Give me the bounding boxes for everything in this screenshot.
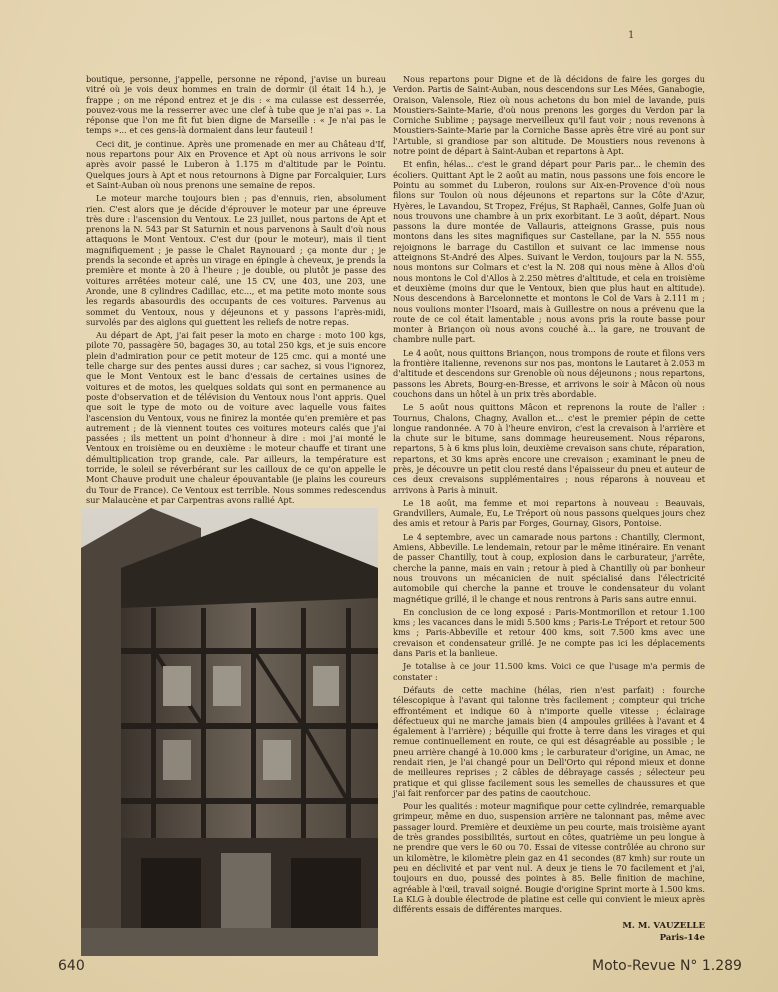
right-column	[393, 74, 705, 944]
right-paragraph: Le 5 août nous quittons Mâcon et reprenons la route de l'aller : Tournus, Chalons, Chagny, Avallon et... c'est le premier pépin de cette longue randonnée. A 70 à l'heure environ, c'est la crevaison à l'arrière et la chute sur le bitume, sans dommage heureusement. Nous réparons, repartons, 5 à 6 kms plus loin, deuxième crevaison sans chute, réparation, repartons, et 30 kms après encore une crevaison ; examinant le pneu de près, je découvre un petit clou resté dans l'épaisseur du pneu et auteur de ces deux crevaisons supplémentaires ; nous réparons à nouveau et arrivons à Paris à minuit.	[393, 402, 705, 495]
left-paragraph: Au départ de Apt, j'ai fait peser la moto en charge : moto 100 kgs, pilote 70, passagère 50, bagages 30, au total 250 kgs, et je suis encore plein d'admiration pour ce petit moteur de 125 cmc. qui a monté une telle charge sur des pentes aussi dures ; car sachez, si vous l'ignorez, que le Mont Ventoux est le banc d'essais de certaines usines de voitures et de motos, les quelques soldats qui sont en permanence au poste d'observation et de télévision du Ventoux nous l'ont appris. Quel que soit le type de moto ou de voiture avec laquelle vous faites l'ascension du Ventoux, vous ne finirez la montée qu'en première et pas autrement ; de là viennent toutes ces voitures moteurs calés que j'ai passées ; ils mettent un point d'honneur à dire : moi j'ai monté le Ventoux en troisième ou en deuxième : le moteur chauffe et tirant une démultiplication trop grande, cale. Par ailleurs, la température est torride, le soleil se réverbérant sur les cailloux de ce qu'on appelle le Mont Chauve produit une chaleur épouvantable (je plains les coureurs du Tour de France). Ce Ventoux est terrible. Nous sommes redescendus sur Malaucène et par Carpentras avons rallié Apt.	[86, 330, 386, 505]
left-paragraph: Le moteur marche toujours bien ; pas d'ennuis, rien, absolument rien. C'est alors que je décide d'éprouver le moteur par une épreuve très dure : l'ascension du Ventoux. Le 23 juillet, nous partons de Apt et prenons la N. 543 par St Saturnin et nous parvenons à Sault d'où nous attaquons le Mont Ventoux. C'est dur (pour le moteur), mais il tient magnifiquement ; je passe le Chalet Raynouard ; ça monte dur ; je prends la seconde et après un virage en épingle à cheveux, je prends la première et monte à 20 à l'heure ; je double, ou plutôt je passe des voitures arrêtées moteur calé, une 15 CV, une 403, une 203, une Aronde, une 8 cylindres Cadillac, etc..., et ma petite moto monte sous les regards abasourdis des occupants de ces voitures. Parvenus au sommet du Ventoux, nous y déjeunons et y passons l'après-midi, survolés par des aiglons qui guettent les reliefs de notre repas.	[86, 193, 386, 327]
magazine-issue: Moto-Revue N° 1.289	[592, 958, 742, 974]
left-paragraph: boutique, personne, j'appelle, personne ne répond, j'avise un bureau vitré où je vois deux hommes en train de dormir (il était 14 h.), je frappe ; on me répond entrez et je dis : « ma culasse est desserrée, pouvez-vous me la resserrer avec une clef à tube que je n'ai pas ». La réponse que l'on me fit fut bien digne de Marseille : « Je n'ai pas le temps »... et ces gens-là dormaient dans leur fauteuil !	[86, 74, 386, 136]
right-paragraph: Le 4 septembre, avec un camarade nous partons : Chantilly, Clermont, Amiens, Abbeville. Le lendemain, retour par le même itinéraire. En venant de passer Chantilly, tout à coup, explosion dans le carburateur, j'arrête, cherche la panne, mais en vain ; retour à pied à Chantilly où par bonheur nous trouvons un mécanicien de nuit spécialisé dans l'électricité automobile qui cherche la panne et trouve le condensateur du volant magnétique grillé, il le change et nous rentrons à Paris sans autre ennui.	[393, 531, 705, 604]
right-paragraph: Pour les qualités : moteur magnifique pour cette cylindrée, remarquable grimpeur, même en duo, suspension arrière ne talonnant pas, même avec passager lourd. Première et deuxième un peu courte, mais troisième ayant de très grandes possibilités, surtout en côtes, quatrième un peu longue à ne prendre que vers le 60 ou 70. Essai de vitesse contrôlée au chrono sur un kilomètre, le kilomètre plein gaz en 41 secondes (87 kmh) sur route un peu en déclivité et par vent nul. A deux je tiens le 70 facilement et j'ai, toujours en duo, poussé des pointes à 85. Belle finition de machine, agréable à l'œil, travail soigné. Bougie d'origine Sprint morte à 1.500 kms. La KLG à double électrode de platine est celle qui convient le mieux après différents essais de différentes marques.	[393, 801, 705, 915]
right-paragraph: Le 18 août, ma femme et moi repartons à nouveau : Beauvais, Grandvillers, Aumale, Eu, Le Tréport où nous passons quelques jours chez des amis et retour à Paris par Forges, Gournay, Gisors, Pontoise.	[393, 497, 705, 529]
page-number: 640	[58, 958, 85, 974]
right-paragraph: Et enfin, hélas... c'est le grand départ pour Paris par... le chemin des écoliers. Quittant Apt le 2 août au matin, nous passons une fois encore le Pointu au sommet du Luberon, roulons sur Aix-en-Provence d'où nous filons sur Toulon où nous déjeunons et repartons sur la Côte d'Azur, Hyères, le Lavandou, St Tropez, Fréjus, St Raphaël, Cannes, Golfe Juan où nous trouvons une chambre à un prix exorbitant. Le 3 août, départ. Nous passons la dure montée de Vallauris, atteignons Grasse, puis nous montons dans les sites magnifiques sur Castellane, par la N. 555 nous rejoignons le barrage du Castillon et suivant ce lac immense nous atteignons St-André des Alpes. Suivant le Verdon, toujours par la N. 555, nous montons sur Colmars et c'est la N. 208 qui nous mène à Allos d'où nous montons le Col d'Allos à 2.250 mètres d'altitude, et cela en troisième et deuxième (moins dur que le Ventoux, bien que plus haut en altitude). Nous descendons à Barcelonnette et montons le Col de Vars à 2.111 m ; nous voulions monter l'Isoard, mais à Guillestre on nous a prévenu que la route de ce col était lamentable ; nous avons pris la route basse pour monter à Briançon où nous avons couché à... la gare, ne trouvant de chambre nulle part.	[393, 159, 705, 345]
corner-mark: 1	[628, 30, 635, 41]
street-photo	[81, 508, 378, 956]
author-location: Paris-14e	[659, 933, 705, 944]
left-paragraph: Ceci dit, je continue. Après une promenade en mer au Château d'If, nous repartons pour Aix en Provence et Apt où nous arrivons le soir après avoir passé le Luberon à 1.175 m d'altitude par le Pointu. Quelques jours à Apt et nous retournons à Digne par Forcalquier, Lurs et Saint-Auban où nous prenons une semaine de repos.	[86, 138, 386, 190]
photo-illustration	[81, 508, 378, 956]
author-name: M. M. VAUZELLE	[622, 921, 705, 932]
left-column	[86, 74, 386, 508]
right-paragraph: Défauts de cette machine (hélas, rien n'est parfait) : fourche télescopique à l'avant qui talonne très facilement ; compteur qui triche effrontément et indique 60 à n'importe quelle vitesse ; éclairage défectueux qui ne marche jamais bien (4 ampoules grillées à l'avant et 4 également à l'arrière) ; béquille qui frotte à terre dans les virages et qui remue continuellement en route, ce qui est désagréable au possible ; le pneu arrière changé à 10.000 kms ; le carburateur d'origine, un Amac, ne rendait rien, je l'ai changé pour un Dell'Orto qui répond mieux et donne de meilleures reprises ; 2 câbles de débrayage cassés ; sélecteur peu pratique et qui glisse facilement sous les semelles de chaussures et que j'ai fait renforcer par des patins de caoutchouc.	[393, 684, 705, 798]
author-signature	[393, 920, 705, 944]
right-paragraph: En conclusion de ce long exposé : Paris-Montmorillon et retour 1.100 kms ; les vacances dans le midi 5.500 kms ; Paris-Le Tréport et retour 500 kms ; Paris-Abbeville et retour 400 kms, soit 7.500 kms avec une crevaison et condensateur grillé. Je ne compte pas ici les déplacements dans Paris et la banlieue.	[393, 606, 705, 659]
right-paragraph: Nous repartons pour Digne et de là décidons de faire les gorges du Verdon. Partis de Saint-Auban, nous descendons sur Les Mées, Ganabogie, Oraison, Valensole, Riez où nous achetons du bon miel de lavande, puis Moustiers-Sainte-Marie, d'où nous prenons les gorges du Verdon par la Corniche Sublime ; paysage merveilleux qu'il faut voir ; nous revenons à Moustiers-Sainte-Marie par la Corniche Basse après être viré au pont sur l'Artuble, si grandiose par son altitude. De Moustiers nous revenons à notre point de départ à Saint-Auban et repartons à Apt.	[393, 74, 705, 157]
right-paragraph: Le 4 août, nous quittons Briançon, nous trompons de route et filons vers la frontière italienne, revenons sur nos pas, montons le Lautaret à 2.053 m d'altitude et descendons sur Grenoble où nous déjeunons ; nous repartons, passons les Abrets, Bourg-en-Bresse, et arrivons le soir à Mâcon où nous couchons dans un hôtel à un prix très abordable.	[393, 347, 705, 399]
right-paragraph: Je totalise à ce jour 11.500 kms. Voici ce que l'usage m'a permis de constater :	[393, 661, 705, 682]
